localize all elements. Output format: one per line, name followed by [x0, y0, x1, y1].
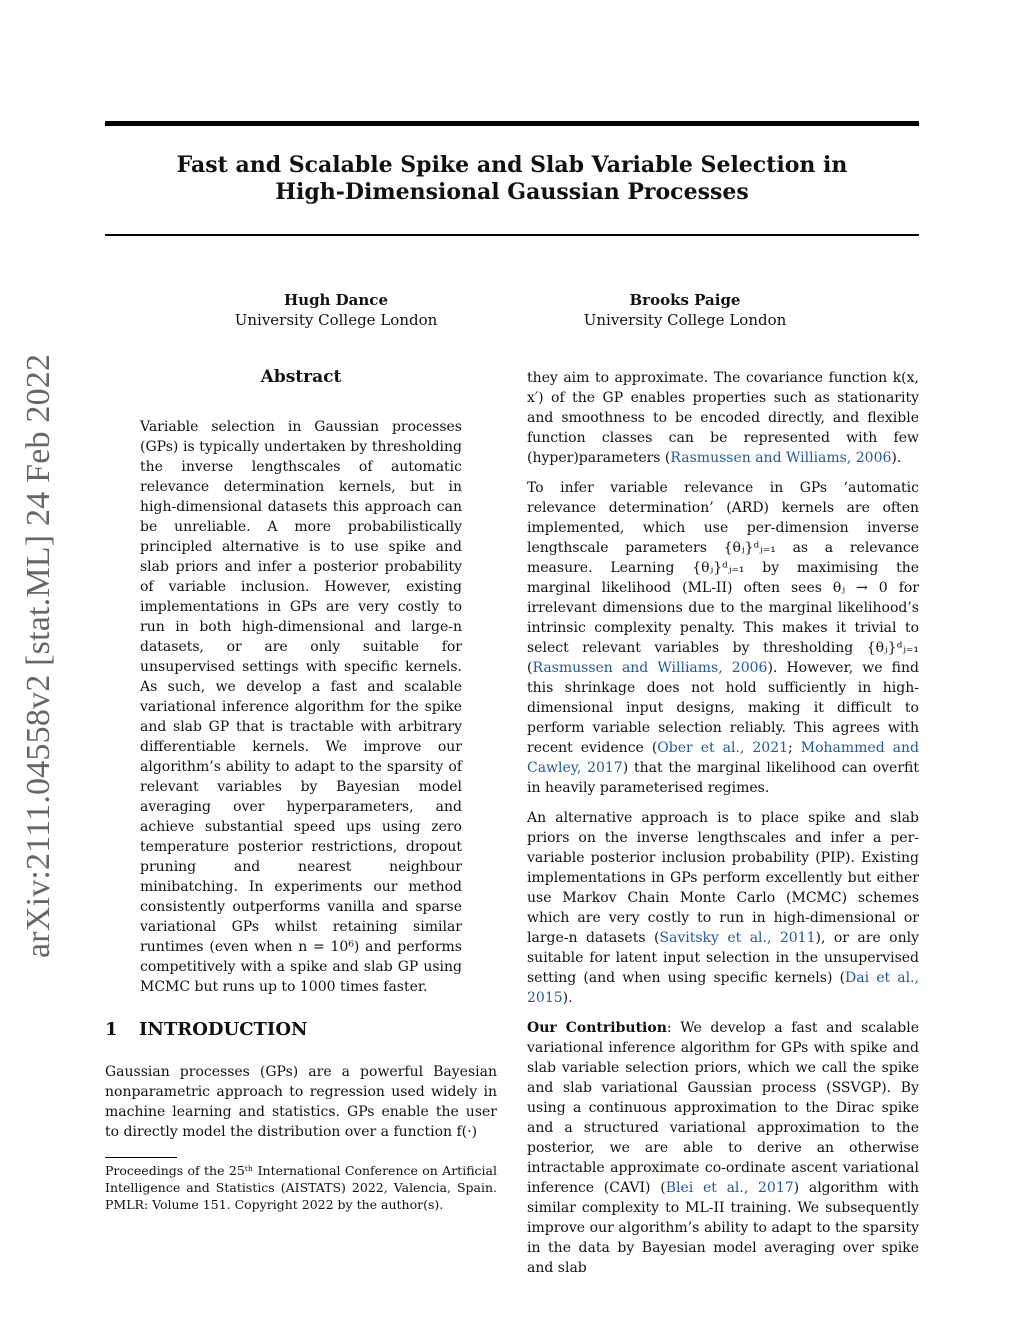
title-bottom-rule	[105, 234, 919, 236]
citation-link[interactable]: Blei et al., 2017	[665, 1180, 794, 1196]
intro-text: Gaussian processes (GPs) are a powerful Bayesian nonparametric approach to regression used widely in machine learning and statistics. GPs enable the user to directly model the distribution over a function f(·)	[105, 1064, 497, 1140]
footnote: Proceedings of the 25ᵗʰ International Conference on Artificial Intelligence and Statistics (AISTATS) 2022, Valencia, Spain. PMLR: Volume 151. Copyright 2022 by the author(s).	[105, 1163, 497, 1212]
paper-title	[105, 152, 919, 206]
citation-link[interactable]: Savitsky et al., 2011	[659, 930, 816, 946]
footnote-rule	[105, 1157, 177, 1158]
citation-link[interactable]: Rasmussen and Williams, 2006	[532, 660, 768, 676]
citation-link[interactable]: Dai et al., 2015	[527, 970, 919, 1006]
paragraph: To infer variable relevance in GPs ‘automatic relevance determination’ (ARD) kernels are often implemented, which use per-dimension inverse lengthscale parameters {θⱼ}ᵈⱼ₌₁ as a relevance measure. Learning {θⱼ}ᵈⱼ₌₁ by maximising the marginal likelihood (ML-II) often sees θⱼ → 0 for irrelevant dimensions due to the marginal likelihood’s intrinsic complexity penalty. This makes it trivial to select relevant variables by thresholding {θⱼ}ᵈⱼ₌₁ (Rasmussen and Williams, 2006). However, we find this shrinkage does not hold sufficiently in high-dimensional input designs, making it difficult to perform variable selection reliably. This agrees with recent evidence (Ober et al., 2021; Mohammed and Cawley, 2017) that the marginal likelihood can overfit in heavily parameterised regimes.	[527, 480, 920, 796]
arxiv-stamp: arXiv:2111.04558v2 [stat.ML] 24 Feb 2022	[20, 353, 57, 958]
citation-link[interactable]: Rasmussen and Williams, 2006	[670, 450, 892, 466]
paragraph: Our Contribution: We develop a fast and scalable variational inference algorithm for GPs with spike and slab variable selection priors, which we call the spike and slab variational Gaussian process (SSVGP). By using a continuous approximation to the Dirac spike and a structured variational approximation to the posterior, we are able to derive an otherwise intractable approximate co-ordinate ascent variational inference (CAVI) (Blei et al., 2017) algorithm with similar complexity to ML-II training. We subsequently improve our algorithm’s ability to adapt to the sparsity in the data by Bayesian model averaging over spike and slab	[527, 1020, 919, 1276]
paragraph-lead: Our Contribution	[527, 1020, 667, 1036]
title-line-1: Fast and Scalable Spike and Slab Variable Selection in	[176, 152, 848, 178]
paragraph: An alternative approach is to place spike and slab priors on the inverse lengthscales and infer a per-variable posterior inclusion probability (PIP). Existing implementations in GPs perform excellently but either use Markov Chain Monte Carlo (MCMC) schemes which are very costly to run in high-dimensional or large-n datasets (Savitsky et al., 2011), or are only suitable for latent input selection in the unsupervised setting (and when using specific kernels) (Dai et al., 2015).	[527, 810, 919, 1006]
abstract-heading: Abstract	[260, 367, 342, 387]
section-title: INTRODUCTION	[139, 1019, 308, 1040]
author-name: Hugh Dance	[283, 291, 388, 309]
section-heading	[105, 1019, 308, 1040]
paragraph: they aim to approximate. The covariance function k(x, x′) of the GP enables properties such as stationarity and smoothness to be encoded directly, and flexible function classes can be represented with few (hyper)parameters (Rasmussen and Williams, 2006).	[527, 370, 919, 466]
author-block-2	[535, 290, 835, 330]
author-name: Brooks Paige	[629, 291, 741, 309]
author-block-1	[186, 290, 486, 330]
author-affiliation: University College London	[234, 311, 438, 329]
top-rule	[105, 121, 919, 126]
section-number: 1	[105, 1019, 118, 1040]
citation-link[interactable]: Ober et al., 2021	[657, 740, 789, 756]
abstract-text: Variable selection in Gaussian processes (GPs) is typically undertaken by thresholding the inverse lengthscales of automatic relevance determination kernels, but in high-dimensional datasets this approach can be unreliable. A more probabilistically principled alternative is to use spike and slab priors and infer a posterior probability of variable inclusion. However, existing implementations in GPs are very costly to run in both high-dimensional and large-n datasets, or are only suitable for unsupervised settings with specific kernels. As such, we develop a fast and scalable variational inference algorithm for the spike and slab GP that is tractable with arbitrary differentiable kernels. We improve our algorithm’s ability to adapt to the sparsity of relevant variables by Bayesian model averaging over hyperparameters, and achieve substantial speed ups using zero temperature posterior restrictions, dropout pruning and nearest neighbour minibatching. In experiments our method consistently outperforms vanilla and sparse variational GPs whilst retaining similar runtimes (even when n = 10⁶) and performs competitively with a spike and slab GP using MCMC but runs up to 1000 times faster.	[140, 419, 462, 995]
citation-link[interactable]: Mohammed and Cawley, 2017	[527, 740, 920, 776]
title-line-2: High-Dimensional Gaussian Processes	[275, 179, 749, 205]
author-affiliation: University College London	[583, 311, 787, 329]
right-column	[527, 368, 919, 1288]
